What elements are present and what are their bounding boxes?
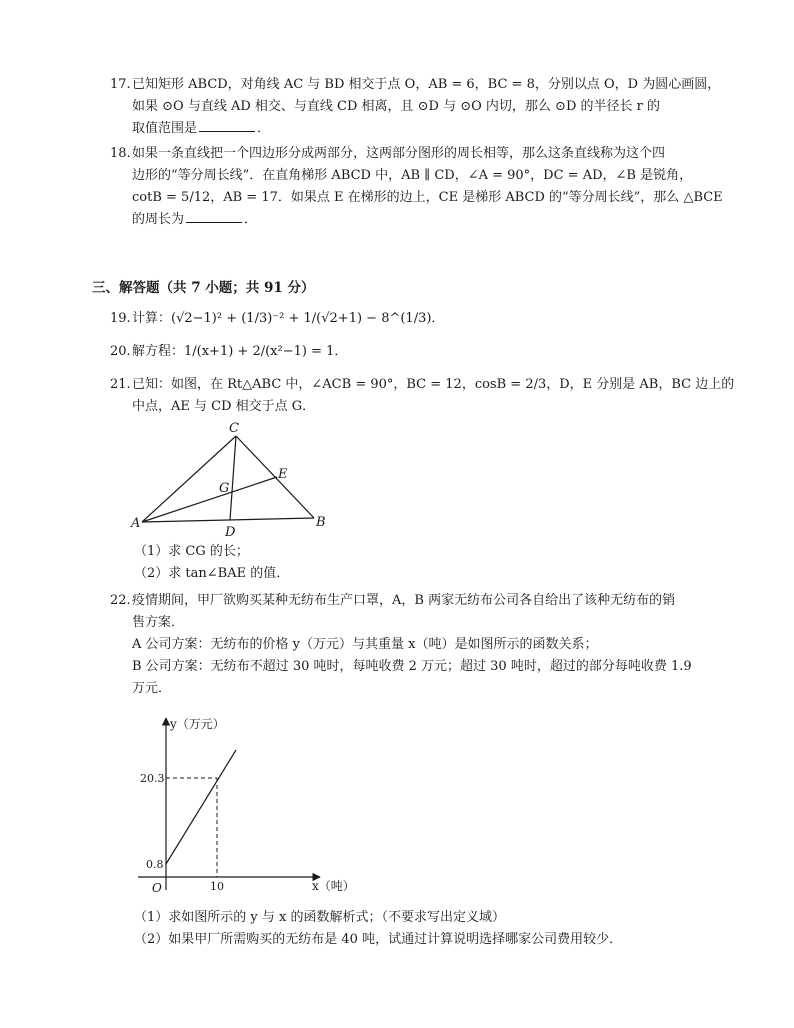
q22-line-4: B 公司方案：无纺布不超过 30 吨时，每吨收费 2 万元；超过 30 吨时，超过的部分每吨收费 1.9 [132,659,692,674]
question-20 [110,341,710,363]
question-number: 17. [110,77,131,92]
q18-line-3: cotB = 5/12，AB = 17．如果点 E 在梯形的边上，CE 是梯形 ABCD 的“等分周长线”，那么 △BCE [132,190,723,205]
label-b: B [316,515,326,530]
q18-line-1: 如果一条直线把一个四边形分成两部分，这两部分图形的周长相等，那么这条直线称为这个四 [132,146,666,161]
segment-cd [230,436,236,520]
q17-line-2: 如果 ⊙O 与直线 AD 相交、与直线 CD 相离，且 ⊙D 与 ⊙O 内切，那么 ⊙D 的半径长 r 的 [132,99,660,114]
q22-sub-1: （1）求如图所示的 y 与 x 的函数解析式；（不要求写出定义域） [134,910,505,925]
x-tick-10: 10 [210,880,224,893]
side-ab [142,518,314,522]
q22-line-1: 疫情期间，甲厂欲购买某种无纺布生产口罩，A，B 两家无纺布公司各自给出了该种无纺布的销 [132,593,676,608]
question-number: 20. [110,344,131,359]
q22-sub-2: （2）如果甲厂所需购买的无纺布是 40 吨，试通过计算说明选择哪家公司费用较少． [134,932,623,947]
x-axis-label: x（吨） [312,879,355,893]
q18-line-4-text: 的周长为 [132,212,185,227]
q17-line-3-end: ． [257,121,271,136]
question-21 [110,374,735,418]
y-tick-0-8: 0.8 [146,858,164,871]
q21-line-2: 中点，AE 与 CD 相交于点 G． [132,399,316,414]
q22-line-5: 万元． [132,681,172,696]
answer-blank [199,119,255,132]
q18-line-4-end: ． [244,212,258,227]
q21-sub-2: （2）求 tan∠BAE 的值． [134,566,290,581]
q20-text: 解方程：1/(x+1) + 2/(x²−1) = 1． [132,344,348,359]
label-a: A [131,516,141,531]
question-number: 22. [110,593,131,608]
function-line [166,750,236,864]
y-axis-label: y（万元） [170,717,225,731]
q21-sub-1: （1）求 CG 的长； [134,544,249,559]
question-number: 19. [110,311,131,326]
label-c: C [229,421,239,436]
answer-blank [186,210,242,223]
question-number: 18. [110,146,131,161]
q18-line-2: 边形的“等分周长线”．在直角梯形 ABCD 中，AB ∥ CD，∠A = 90°，DC = AD，∠B 是锐角， [132,168,693,183]
q18-line-4 [132,209,710,231]
question-22 [110,590,710,700]
y-tick-20-3: 20.3 [140,772,165,785]
triangle-figure [128,420,338,540]
label-g: G [219,481,230,496]
question-18 [110,143,723,231]
segment-ae [142,477,277,522]
q19-text: 计算：(√2−1)² + (1/3)⁻² + 1/(√2+1) − 8^(1/3)． [132,311,445,326]
side-cb [236,436,314,518]
question-19 [110,308,710,330]
side-ac [142,436,236,522]
question-17 [110,74,721,140]
section-heading: 三、解答题（共 7 小题；共 91 分） [92,280,315,296]
label-d: D [225,525,236,540]
q22-line-3: A 公司方案：无纺布的价格 y（万元）与其重量 x（吨）是如图所示的函数关系； [132,637,598,652]
q17-line-1: 已知矩形 ABCD，对角线 AC 与 BD 相交于点 O，AB = 6，BC = 8，分别以点 O，D 为圆心画圆， [132,77,721,92]
q22-line-2: 售方案． [132,615,185,630]
function-graph [130,712,360,898]
q17-line-3 [132,118,710,140]
question-number: 21. [110,377,131,392]
q17-line-3-text: 取值范围是 [132,121,198,136]
origin-label: O [152,881,162,895]
label-e: E [278,467,288,482]
q21-line-1: 已知：如图，在 Rt△ABC 中，∠ACB = 90°，BC = 12，cosB = 2/3，D，E 分别是 AB，BC 边上的 [132,377,735,392]
